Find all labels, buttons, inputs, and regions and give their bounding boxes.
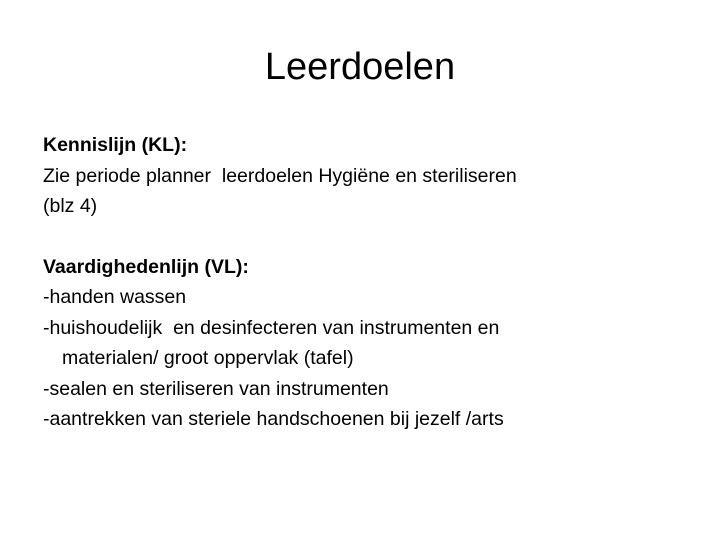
kennislijn-line: (blz 4) [43, 195, 98, 217]
kennislijn-section [43, 130, 703, 222]
vaardighedenlijn-section [43, 252, 703, 435]
slide-title: Leerdoelen [264, 46, 456, 88]
vaardighedenlijn-line: -huishoudelijk en desinfecteren van instrumenten en [43, 316, 500, 339]
vaardighedenlijn-line: -aantrekken van steriele handschoenen bij jezelf /arts [43, 408, 504, 430]
kennislijn-line: Zie periode planner leerdoelen Hygiëne en steriliseren [43, 164, 517, 187]
vaardighedenlijn-line: -sealen en steriliseren van instrumenten [43, 377, 389, 400]
section-spacer [43, 222, 703, 252]
slide-content [43, 130, 703, 435]
vaardighedenlijn-heading: Vaardighedenlijn (VL): [43, 255, 249, 278]
vaardighedenlijn-line: -handen wassen [43, 286, 187, 308]
kennislijn-heading: Kennislijn (KL): [43, 134, 188, 156]
vaardighedenlijn-line: materialen/ groot oppervlak (tafel) [62, 347, 354, 369]
